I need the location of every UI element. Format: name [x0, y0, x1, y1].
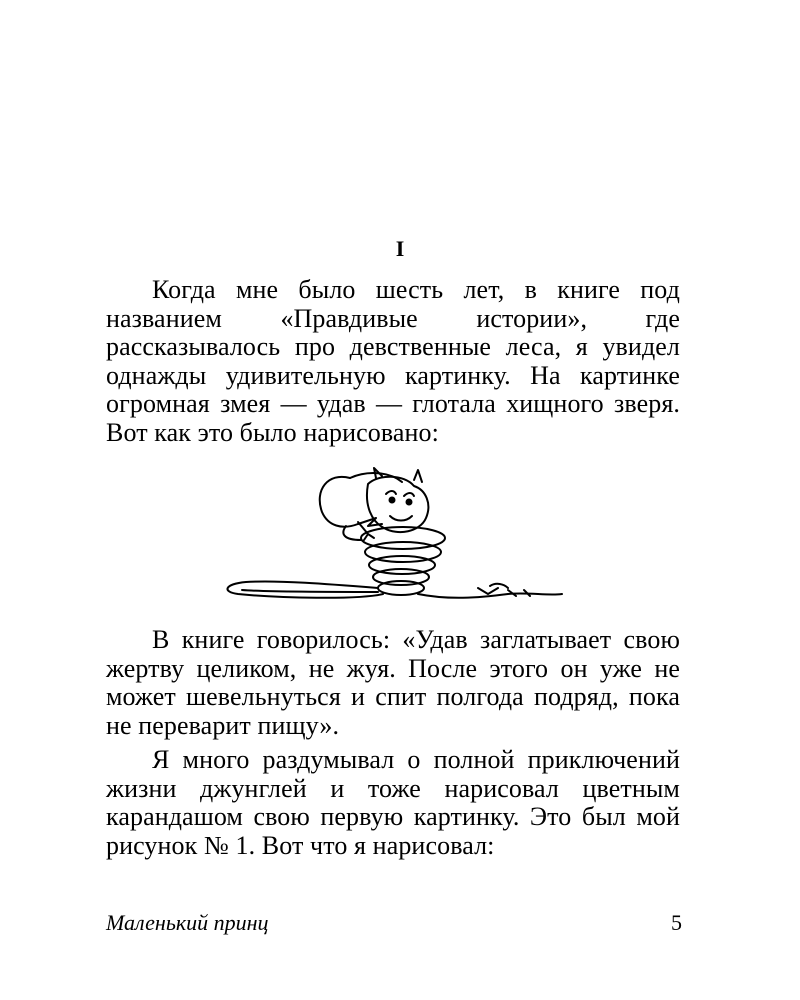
text-block-top	[106, 276, 680, 453]
boa-swallowing-beast-illustration	[218, 460, 568, 612]
paragraph: Я много раздумывал о полной приключений жизни джунглей и тоже нарисовал цветным карандашом свою первую картинку. Это был мой рисунок № 1. Вот что я нарисовал:	[106, 745, 680, 860]
running-footer-title: Маленький принц	[106, 910, 269, 935]
text-block-bottom	[106, 626, 680, 866]
page-number: 5	[671, 910, 682, 935]
paragraph: В книге говорилось: «Удав заглатывает свою жертву целиком, не жуя. После этого он уже не может шевельнуться и спит полгода подряд, пока не переварит пищу».	[106, 625, 680, 740]
paragraph: Когда мне было шесть лет, в книге под названием «Правдивые истории», где рассказывалось про девственные леса, я увидел однажды удивительную картинку. На картинке огромная змея — удав — глотала хищного зверя. Вот как это было нарисовано:	[106, 275, 680, 447]
chapter-number: I	[395, 236, 405, 261]
